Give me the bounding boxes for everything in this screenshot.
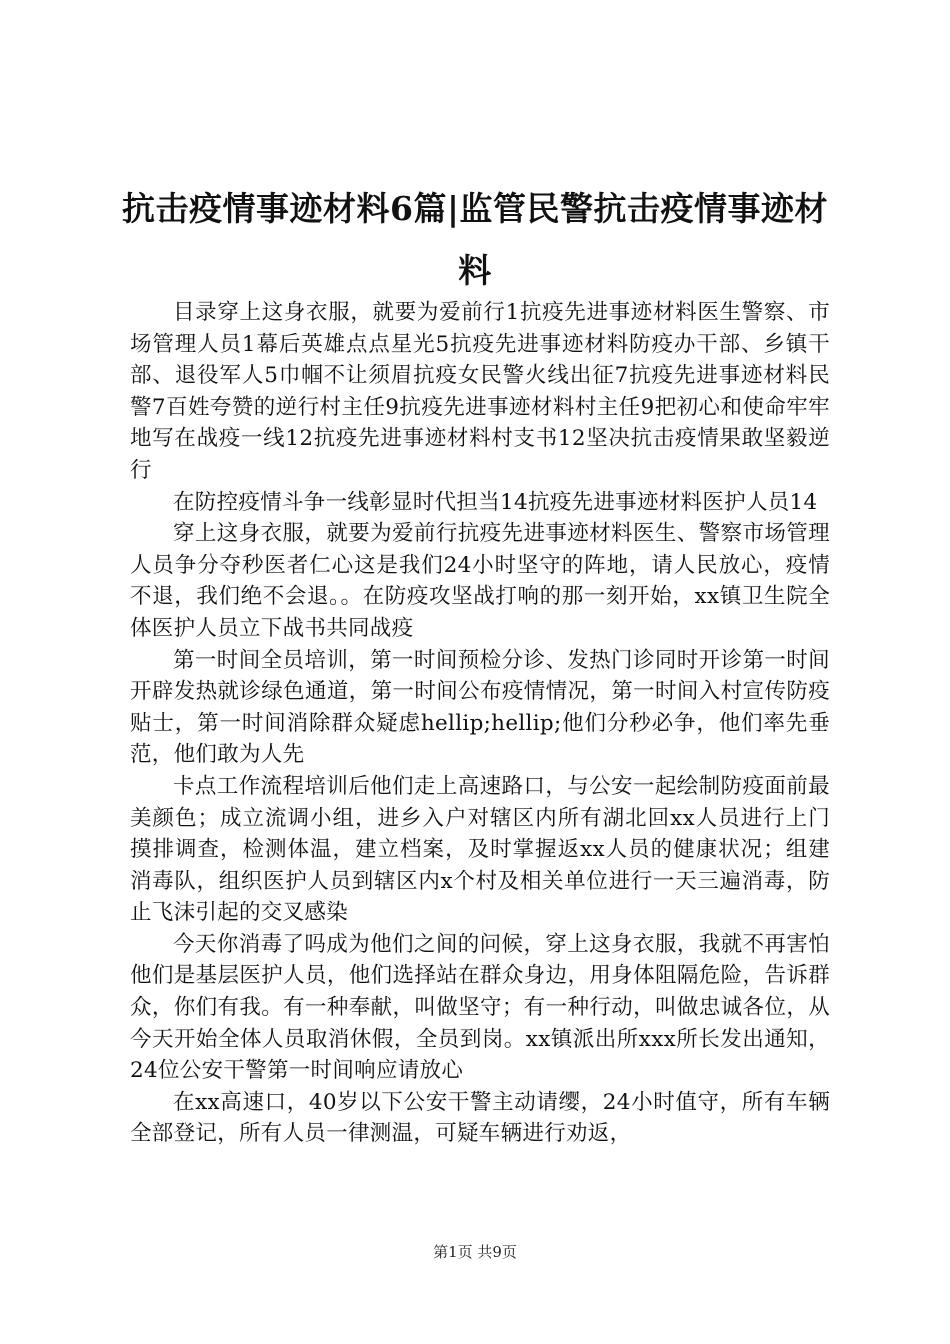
paragraph: 卡点工作流程培训后他们走上高速路口，与公安一起绘制防疫面前最美颜色；成立流调小组，进乡入户对辖区内所有湖北回xx人员进行上门摸排调查，检测体温，建立档案，及时掌握返xx人员的健康状况；组建消毒队，组织医护人员到辖区内x个村及相关单位进行一天三遍消毒，防止飞沫引起的交叉感染 — [130, 773, 830, 926]
document-title: 抗击疫情事迹材料6篇|监管民警抗击疫情事迹材料 — [122, 189, 828, 290]
page-number-footer: 第1页 共9页 — [433, 1243, 517, 1261]
paragraph-toc-continued: 在防控疫情斗争一线彰显时代担当14抗疫先进事迹材料医护人员14 — [173, 489, 818, 515]
document-body — [130, 297, 830, 1150]
paragraph: 在xx高速口，40岁以下公安干警主动请缨，24小时值守，所有车辆全部登记，所有人员一律测温，可疑车辆进行劝返， — [130, 1089, 830, 1147]
paragraph: 今天你消毒了吗成为他们之间的问候，穿上这身衣服，我就不再害怕他们是基层医护人员，他们选择站在群众身边，用身体阻隔危险，告诉群众，你们有我。有一种奉献，叫做坚守；有一种行动，叫做忠诚各位，从今天开始全体人员取消休假，全员到岗。xx镇派出所xxx所长发出通知，24位公安干警第一时间响应请放心 — [130, 931, 830, 1084]
paragraph-table-of-contents: 目录穿上这身衣服，就要为爱前行1抗疫先进事迹材料医生警察、市场管理人员1幕后英雄点点星光5抗疫先进事迹材料防疫办干部、乡镇干部、退役军人5巾帼不让须眉抗疫女民警火线出征7抗疫先进事迹材料民警7百姓夸赞的逆行村主任9抗疫先进事迹材料村主任9把初心和使命牢牢地写在战疫一线12抗疫先进事迹材料村支书12坚决抗击疫情果敢坚毅逆行 — [130, 300, 830, 483]
paragraph: 穿上这身衣服，就要为爱前行抗疫先进事迹材料医生、警察市场管理人员争分夺秒医者仁心这是我们24小时坚守的阵地，请人民放心，疫情不退，我们绝不会退。。在防疫攻坚战打响的那一刻开始，xx镇卫生院全体医护人员立下战书共同战疫 — [130, 521, 830, 641]
paragraph: 第一时间全员培训，第一时间预检分诊、发热门诊同时开诊第一时间开辟发热就诊绿色通道，第一时间公布疫情情况，第一时间入村宣传防疫贴士，第一时间消除群众疑虑hellip;hellip;他们分秒必争，他们率先垂范，他们敢为人先 — [130, 647, 830, 768]
